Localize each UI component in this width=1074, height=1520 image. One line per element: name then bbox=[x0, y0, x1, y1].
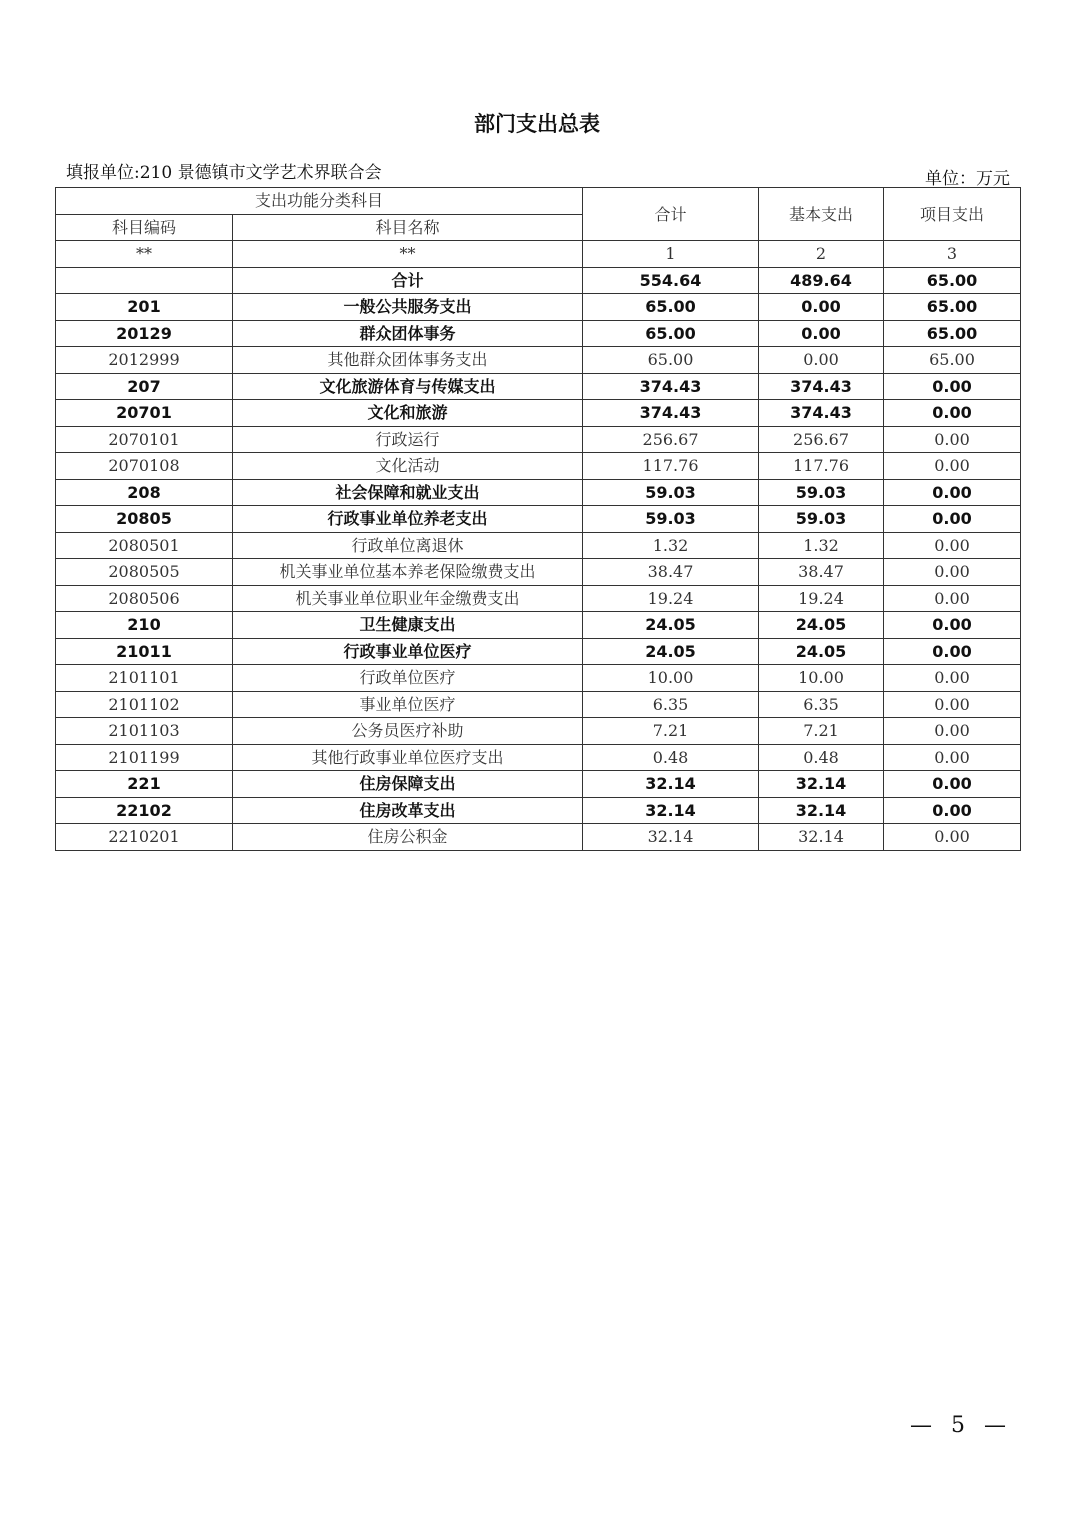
table-row bbox=[56, 824, 1021, 851]
cell-basic: 38.47 bbox=[759, 559, 884, 586]
cell-project: 0.00 bbox=[884, 453, 1021, 480]
cell-total: 65.00 bbox=[583, 294, 759, 321]
table-row bbox=[56, 665, 1021, 692]
cell-project: 0.00 bbox=[884, 638, 1021, 665]
cell-code: 207 bbox=[56, 373, 233, 400]
header-project: 项目支出 bbox=[884, 188, 1021, 241]
cell-name: 其他行政事业单位医疗支出 bbox=[233, 744, 583, 771]
cell-name: 其他群众团体事务支出 bbox=[233, 347, 583, 374]
cell-basic: 256.67 bbox=[759, 426, 884, 453]
cell-basic: 24.05 bbox=[759, 612, 884, 639]
header-basic: 基本支出 bbox=[759, 188, 884, 241]
cell-code: 20129 bbox=[56, 320, 233, 347]
cell-code: 20701 bbox=[56, 400, 233, 427]
header-row-index bbox=[56, 241, 1021, 268]
cell-total: 24.05 bbox=[583, 612, 759, 639]
cell-total: 65.00 bbox=[583, 320, 759, 347]
cell-name: 机关事业单位基本养老保险缴费支出 bbox=[233, 559, 583, 586]
cell-basic: 0.00 bbox=[759, 320, 884, 347]
cell-code: 2080501 bbox=[56, 532, 233, 559]
cell-project: 0.00 bbox=[884, 479, 1021, 506]
cell-code: 2101102 bbox=[56, 691, 233, 718]
cell-total: 32.14 bbox=[583, 771, 759, 798]
cell-code: 2080505 bbox=[56, 559, 233, 586]
cell-code bbox=[56, 267, 233, 294]
cell-code: 2080506 bbox=[56, 585, 233, 612]
table-row bbox=[56, 691, 1021, 718]
cell-basic: 0.48 bbox=[759, 744, 884, 771]
index-3: 3 bbox=[884, 241, 1021, 268]
cell-project: 65.00 bbox=[884, 347, 1021, 374]
cell-name: 住房保障支出 bbox=[233, 771, 583, 798]
table-row bbox=[56, 294, 1021, 321]
cell-name: 群众团体事务 bbox=[233, 320, 583, 347]
cell-basic: 0.00 bbox=[759, 347, 884, 374]
cell-basic: 374.43 bbox=[759, 373, 884, 400]
table-row bbox=[56, 479, 1021, 506]
header-code: 科目编码 bbox=[56, 214, 233, 241]
index-code: ** bbox=[56, 241, 233, 268]
table-row bbox=[56, 744, 1021, 771]
index-1: 1 bbox=[583, 241, 759, 268]
cell-total: 7.21 bbox=[583, 718, 759, 745]
cell-name: 文化旅游体育与传媒支出 bbox=[233, 373, 583, 400]
table-row bbox=[56, 320, 1021, 347]
cell-project: 0.00 bbox=[884, 400, 1021, 427]
cell-code: 20805 bbox=[56, 506, 233, 533]
cell-total: 10.00 bbox=[583, 665, 759, 692]
cell-total: 374.43 bbox=[583, 400, 759, 427]
page-number: — 5 — bbox=[910, 1413, 1012, 1438]
cell-basic: 59.03 bbox=[759, 506, 884, 533]
cell-total: 0.48 bbox=[583, 744, 759, 771]
cell-basic: 32.14 bbox=[759, 771, 884, 798]
cell-name: 文化和旅游 bbox=[233, 400, 583, 427]
cell-project: 0.00 bbox=[884, 744, 1021, 771]
cell-name: 事业单位医疗 bbox=[233, 691, 583, 718]
table-row bbox=[56, 532, 1021, 559]
cell-basic: 489.64 bbox=[759, 267, 884, 294]
table-row bbox=[56, 559, 1021, 586]
cell-basic: 0.00 bbox=[759, 294, 884, 321]
cell-project: 0.00 bbox=[884, 771, 1021, 798]
index-name: ** bbox=[233, 241, 583, 268]
table-row bbox=[56, 453, 1021, 480]
cell-project: 0.00 bbox=[884, 824, 1021, 851]
header-total: 合计 bbox=[583, 188, 759, 241]
cell-project: 65.00 bbox=[884, 294, 1021, 321]
cell-total: 554.64 bbox=[583, 267, 759, 294]
cell-basic: 374.43 bbox=[759, 400, 884, 427]
cell-code: 2070101 bbox=[56, 426, 233, 453]
table-row bbox=[56, 612, 1021, 639]
cell-total: 59.03 bbox=[583, 506, 759, 533]
cell-name: 机关事业单位职业年金缴费支出 bbox=[233, 585, 583, 612]
header-category-group: 支出功能分类科目 bbox=[56, 188, 583, 215]
cell-project: 0.00 bbox=[884, 612, 1021, 639]
cell-total: 38.47 bbox=[583, 559, 759, 586]
cell-basic: 117.76 bbox=[759, 453, 884, 480]
table-row bbox=[56, 400, 1021, 427]
cell-code: 2210201 bbox=[56, 824, 233, 851]
cell-name: 文化活动 bbox=[233, 453, 583, 480]
cell-total: 32.14 bbox=[583, 797, 759, 824]
cell-basic: 32.14 bbox=[759, 797, 884, 824]
cell-project: 0.00 bbox=[884, 532, 1021, 559]
cell-basic: 10.00 bbox=[759, 665, 884, 692]
cell-project: 65.00 bbox=[884, 320, 1021, 347]
cell-total: 59.03 bbox=[583, 479, 759, 506]
cell-basic: 19.24 bbox=[759, 585, 884, 612]
cell-name: 一般公共服务支出 bbox=[233, 294, 583, 321]
cell-total: 256.67 bbox=[583, 426, 759, 453]
cell-total: 32.14 bbox=[583, 824, 759, 851]
cell-code: 2101103 bbox=[56, 718, 233, 745]
cell-name: 住房公积金 bbox=[233, 824, 583, 851]
table-row bbox=[56, 267, 1021, 294]
cell-basic: 6.35 bbox=[759, 691, 884, 718]
table-row bbox=[56, 506, 1021, 533]
cell-code: 208 bbox=[56, 479, 233, 506]
table-row bbox=[56, 585, 1021, 612]
cell-name: 行政单位离退休 bbox=[233, 532, 583, 559]
page-title: 部门支出总表 bbox=[474, 112, 600, 136]
cell-total: 65.00 bbox=[583, 347, 759, 374]
cell-code: 201 bbox=[56, 294, 233, 321]
cell-project: 0.00 bbox=[884, 718, 1021, 745]
table-row bbox=[56, 638, 1021, 665]
cell-basic: 24.05 bbox=[759, 638, 884, 665]
reporting-unit: 填报单位:210 景德镇市文学艺术界联合会 bbox=[66, 163, 382, 183]
cell-name: 卫生健康支出 bbox=[233, 612, 583, 639]
currency-unit: 单位：万元 bbox=[925, 169, 1010, 189]
table-row bbox=[56, 797, 1021, 824]
cell-basic: 32.14 bbox=[759, 824, 884, 851]
cell-total: 117.76 bbox=[583, 453, 759, 480]
cell-basic: 1.32 bbox=[759, 532, 884, 559]
cell-name: 社会保障和就业支出 bbox=[233, 479, 583, 506]
cell-name: 住房改革支出 bbox=[233, 797, 583, 824]
cell-code: 210 bbox=[56, 612, 233, 639]
index-2: 2 bbox=[759, 241, 884, 268]
cell-project: 0.00 bbox=[884, 797, 1021, 824]
table-row bbox=[56, 373, 1021, 400]
expenditure-table bbox=[55, 187, 1021, 851]
cell-code: 221 bbox=[56, 771, 233, 798]
cell-name: 行政单位医疗 bbox=[233, 665, 583, 692]
cell-total: 19.24 bbox=[583, 585, 759, 612]
cell-name: 合计 bbox=[233, 267, 583, 294]
cell-total: 1.32 bbox=[583, 532, 759, 559]
cell-code: 22102 bbox=[56, 797, 233, 824]
cell-code: 2101199 bbox=[56, 744, 233, 771]
table-row bbox=[56, 347, 1021, 374]
cell-code: 2070108 bbox=[56, 453, 233, 480]
table-row bbox=[56, 426, 1021, 453]
cell-name: 行政事业单位医疗 bbox=[233, 638, 583, 665]
header-row-group bbox=[56, 188, 1021, 215]
table-row bbox=[56, 718, 1021, 745]
cell-project: 0.00 bbox=[884, 426, 1021, 453]
cell-basic: 59.03 bbox=[759, 479, 884, 506]
cell-basic: 7.21 bbox=[759, 718, 884, 745]
cell-total: 6.35 bbox=[583, 691, 759, 718]
header-name: 科目名称 bbox=[233, 214, 583, 241]
cell-name: 行政事业单位养老支出 bbox=[233, 506, 583, 533]
cell-project: 0.00 bbox=[884, 585, 1021, 612]
cell-code: 2101101 bbox=[56, 665, 233, 692]
cell-project: 0.00 bbox=[884, 506, 1021, 533]
cell-total: 24.05 bbox=[583, 638, 759, 665]
table-row bbox=[56, 771, 1021, 798]
cell-project: 0.00 bbox=[884, 665, 1021, 692]
cell-code: 2012999 bbox=[56, 347, 233, 374]
cell-project: 0.00 bbox=[884, 691, 1021, 718]
cell-code: 21011 bbox=[56, 638, 233, 665]
cell-project: 65.00 bbox=[884, 267, 1021, 294]
cell-project: 0.00 bbox=[884, 373, 1021, 400]
cell-total: 374.43 bbox=[583, 373, 759, 400]
cell-name: 行政运行 bbox=[233, 426, 583, 453]
cell-project: 0.00 bbox=[884, 559, 1021, 586]
cell-name: 公务员医疗补助 bbox=[233, 718, 583, 745]
